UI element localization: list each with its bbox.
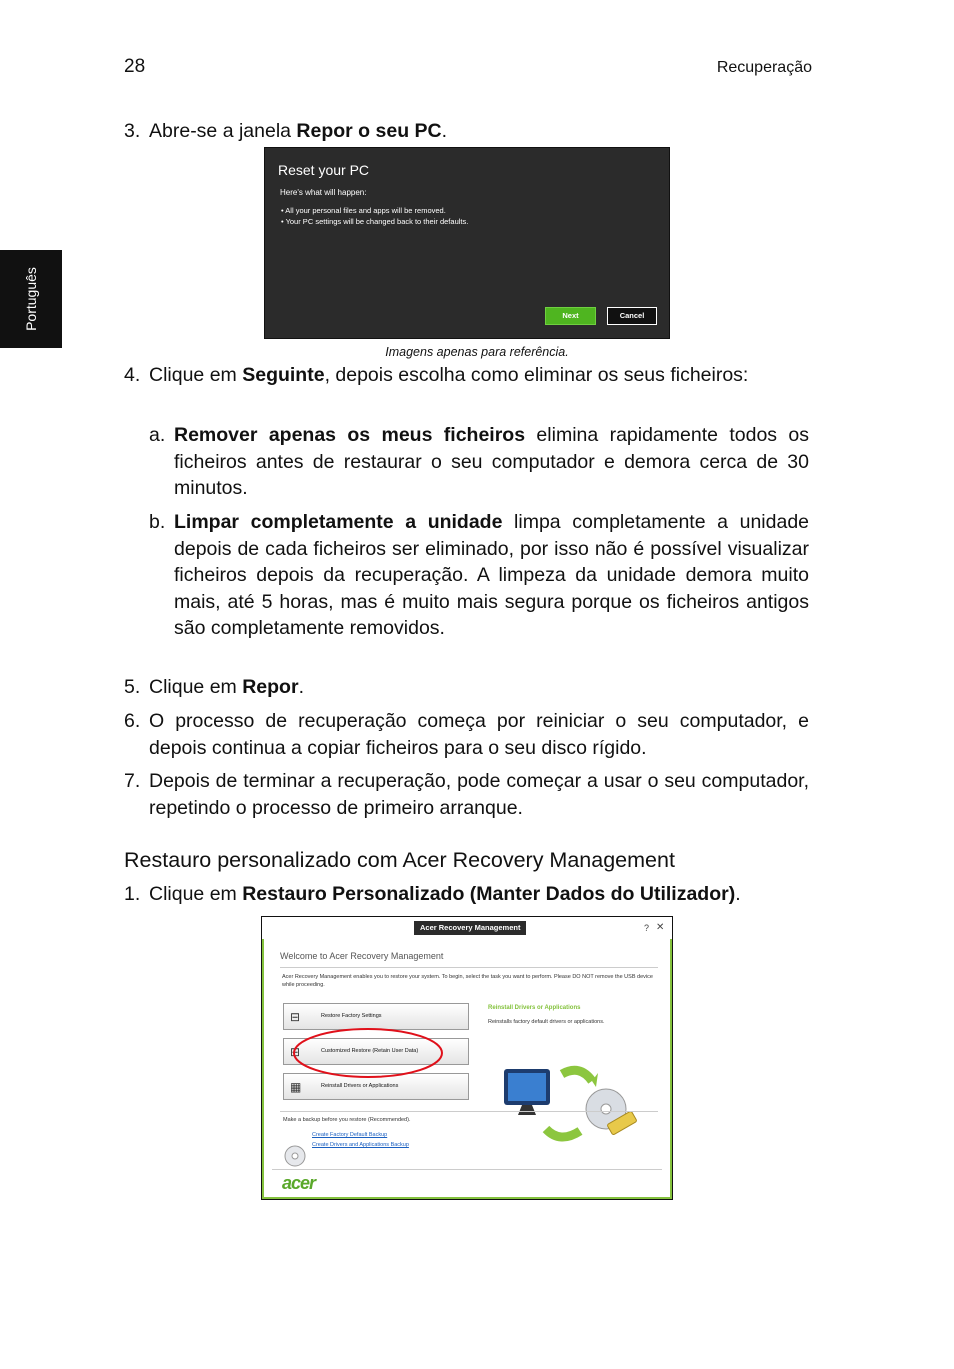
step-letter: b.	[149, 511, 166, 533]
sub-step-1	[124, 881, 824, 908]
detail-description: Reinstalls factory default drivers or applications.	[488, 1019, 605, 1025]
figure-caption: Imagens apenas para referência.	[385, 345, 569, 359]
step-4	[124, 362, 809, 389]
step-text: Clique em	[149, 883, 243, 905]
window-title: Acer Recovery Management	[414, 921, 526, 935]
step-number: 6.	[124, 710, 141, 732]
monitor-disc-illustration	[500, 1059, 640, 1149]
step-text-end: .	[441, 120, 448, 142]
step-number: 4.	[124, 364, 141, 386]
step-7	[124, 768, 809, 821]
step-text: elimina rapidamente todos os ficheiros antes de restaurar o seu computador e demora cerca de 30 minutos.	[174, 424, 809, 499]
step-letter: a.	[149, 424, 166, 446]
step-bold: Seguinte	[242, 364, 325, 386]
apps-grid-icon: ▦	[290, 1080, 302, 1094]
drive-icon: ⊟	[290, 1045, 301, 1059]
step-bold: Restauro Personalizado (Manter Dados do Utilizador)	[242, 883, 736, 905]
option-label: Reinstall Drivers or Applications	[321, 1083, 399, 1089]
dialog-subtitle: Here's what will happen:	[280, 188, 367, 197]
step-bold: Repor o seu PC	[296, 120, 442, 142]
create-factory-backup-link[interactable]: Create Factory Default Backup	[312, 1132, 388, 1138]
step-text: Depois de terminar a recuperação, pode começar a usar o seu computador, repetindo o processo de primeiro arranque.	[149, 770, 809, 819]
welcome-heading: Welcome to Acer Recovery Management	[280, 951, 444, 961]
step-bold: Repor	[242, 676, 299, 698]
detail-title: Reinstall Drivers or Applications	[488, 1005, 581, 1011]
next-button[interactable]: Next	[545, 307, 596, 325]
option-label: Restore Factory Settings	[321, 1013, 382, 1019]
step-text: O processo de recuperação começa por reiniciar o seu computador, e depois continua a copiar ficheiros para o seu disco rígido.	[149, 710, 809, 759]
divider	[280, 1111, 658, 1112]
highlight-ellipse	[290, 1025, 446, 1081]
acer-logo: acer	[282, 1173, 316, 1193]
step-bold: Remover apenas os meus ficheiros	[174, 424, 526, 446]
welcome-description: Acer Recovery Management enables you to restore your system. To begin, select the task you want to perform. Please DO NOT remove the USB device while proceeding.	[282, 974, 653, 988]
step-text: limpa completamente a unidade depois de cada ficheiros ser eliminado, por isso não é possível visualizar ficheiros depois da recuperação. A limpeza da unidade demora muito mais, até 5 horas, mas é muito mais segura porque os ficheiros antigos são completamente removidos.	[174, 511, 810, 639]
step-text-end: .	[298, 676, 304, 698]
backup-note: Make a backup before you restore (Recommended).	[283, 1117, 411, 1123]
step-4b	[149, 509, 809, 642]
step-number: 5.	[124, 676, 141, 698]
divider	[272, 1169, 662, 1170]
dialog-bullet: • All your personal files and apps will be removed.	[281, 206, 446, 215]
cancel-button[interactable]: Cancel	[607, 307, 657, 325]
section-title: Recuperação	[716, 59, 812, 76]
step-number: 1.	[124, 883, 141, 905]
window-titlebar	[262, 917, 672, 939]
step-text: Clique em	[149, 676, 243, 698]
create-drivers-backup-link[interactable]: Create Drivers and Applications Backup	[312, 1142, 409, 1148]
close-icon[interactable]: ✕	[656, 922, 665, 933]
language-tab-label: Português	[23, 267, 39, 331]
language-tab	[0, 250, 62, 348]
disc-icon	[284, 1145, 306, 1167]
step-number: 3.	[124, 120, 141, 142]
step-4a	[149, 422, 809, 502]
drive-icon: ⊟	[290, 1010, 301, 1024]
step-text-end: .	[735, 883, 741, 905]
step-6	[124, 708, 809, 761]
step-text: Abre-se a janela	[149, 120, 297, 142]
dialog-title: Reset your PC	[278, 162, 370, 178]
step-text-end: , depois escolha como eliminar os seus ficheiros:	[324, 364, 749, 386]
dialog-bullet: • Your PC settings will be changed back to their defaults.	[281, 217, 469, 226]
divider	[280, 967, 658, 968]
step-3	[124, 118, 814, 145]
page-number: 28	[124, 56, 146, 77]
help-icon[interactable]: ?	[644, 923, 650, 933]
step-bold: Limpar completamente a unidade	[174, 511, 503, 533]
section-subheading: Restauro personalizado com Acer Recovery Management	[124, 848, 675, 872]
step-number: 7.	[124, 770, 141, 792]
step-5	[124, 674, 809, 701]
option-label: Customized Restore (Retain User Data)	[321, 1048, 419, 1054]
reset-pc-dialog	[264, 147, 670, 339]
step-text: Clique em	[149, 364, 243, 386]
